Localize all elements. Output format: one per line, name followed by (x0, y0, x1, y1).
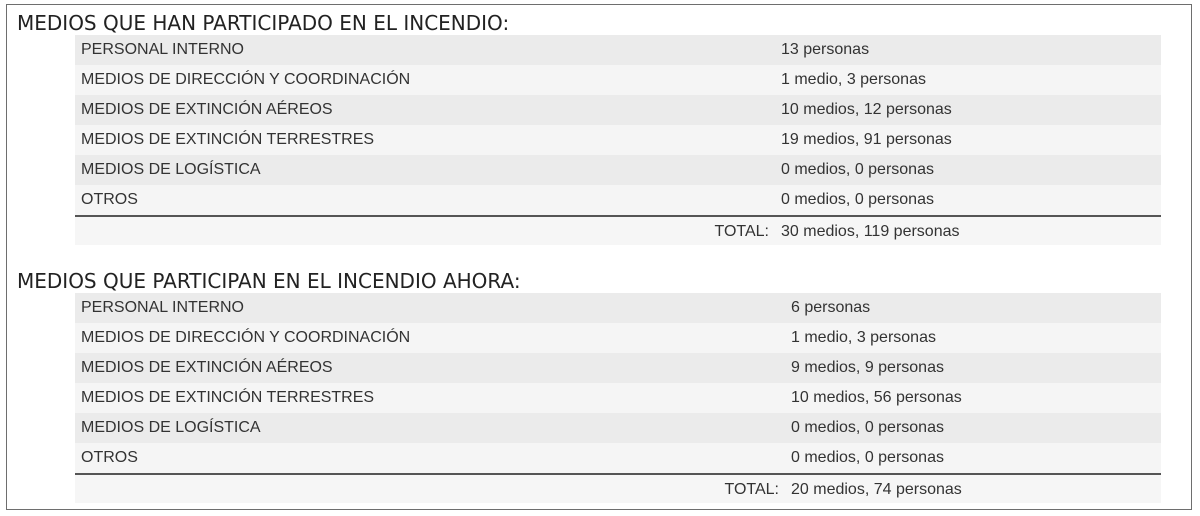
row-value: 0 medios, 0 personas (791, 419, 944, 436)
table-row (75, 293, 1161, 323)
total-row (75, 215, 1161, 245)
row-value: 6 personas (791, 299, 871, 316)
row-label: PERSONAL INTERNO (81, 41, 244, 58)
row-label: MEDIOS DE DIRECCIÓN Y COORDINACIÓN (81, 329, 411, 346)
table-current (75, 293, 1161, 503)
table-row (75, 125, 1161, 155)
row-label: MEDIOS DE LOGÍSTICA (81, 419, 261, 436)
section-title-participated: MEDIOS QUE HAN PARTICIPADO EN EL INCENDIO: (17, 11, 510, 35)
row-label: MEDIOS DE EXTINCIÓN TERRESTRES (81, 131, 375, 148)
table-row (75, 443, 1161, 473)
table-row (75, 95, 1161, 125)
total-row (75, 473, 1161, 503)
total-label: TOTAL: (724, 481, 779, 498)
section-title-current: MEDIOS QUE PARTICIPAN EN EL INCENDIO AHORA: (17, 269, 521, 293)
table-participated (75, 35, 1161, 245)
row-value: 10 medios, 12 personas (781, 101, 952, 118)
row-value: 0 medios, 0 personas (791, 449, 944, 466)
row-label: MEDIOS DE EXTINCIÓN AÉREOS (81, 101, 333, 118)
total-value: 20 medios, 74 personas (791, 481, 962, 498)
table-row (75, 353, 1161, 383)
table-row (75, 35, 1161, 65)
row-label: MEDIOS DE EXTINCIÓN AÉREOS (81, 359, 333, 376)
row-label: MEDIOS DE DIRECCIÓN Y COORDINACIÓN (81, 71, 411, 88)
table-row (75, 383, 1161, 413)
row-value: 13 personas (781, 41, 870, 58)
row-value: 1 medio, 3 personas (781, 71, 926, 88)
total-value: 30 medios, 119 personas (781, 223, 960, 240)
row-label: PERSONAL INTERNO (81, 299, 244, 316)
table-row (75, 323, 1161, 353)
row-value: 9 medios, 9 personas (791, 359, 944, 376)
row-value: 1 medio, 3 personas (791, 329, 936, 346)
table-row (75, 413, 1161, 443)
row-value: 10 medios, 56 personas (791, 389, 962, 406)
row-value: 0 medios, 0 personas (781, 161, 934, 178)
row-label: MEDIOS DE LOGÍSTICA (81, 161, 261, 178)
row-label: OTROS (81, 449, 138, 466)
row-label: OTROS (81, 191, 138, 208)
row-value: 19 medios, 91 personas (781, 131, 952, 148)
row-value: 0 medios, 0 personas (781, 191, 934, 208)
table-row (75, 65, 1161, 95)
table-row (75, 185, 1161, 215)
resources-panel (6, 4, 1192, 510)
row-label: MEDIOS DE EXTINCIÓN TERRESTRES (81, 389, 375, 406)
table-row (75, 155, 1161, 185)
total-label: TOTAL: (714, 223, 769, 240)
